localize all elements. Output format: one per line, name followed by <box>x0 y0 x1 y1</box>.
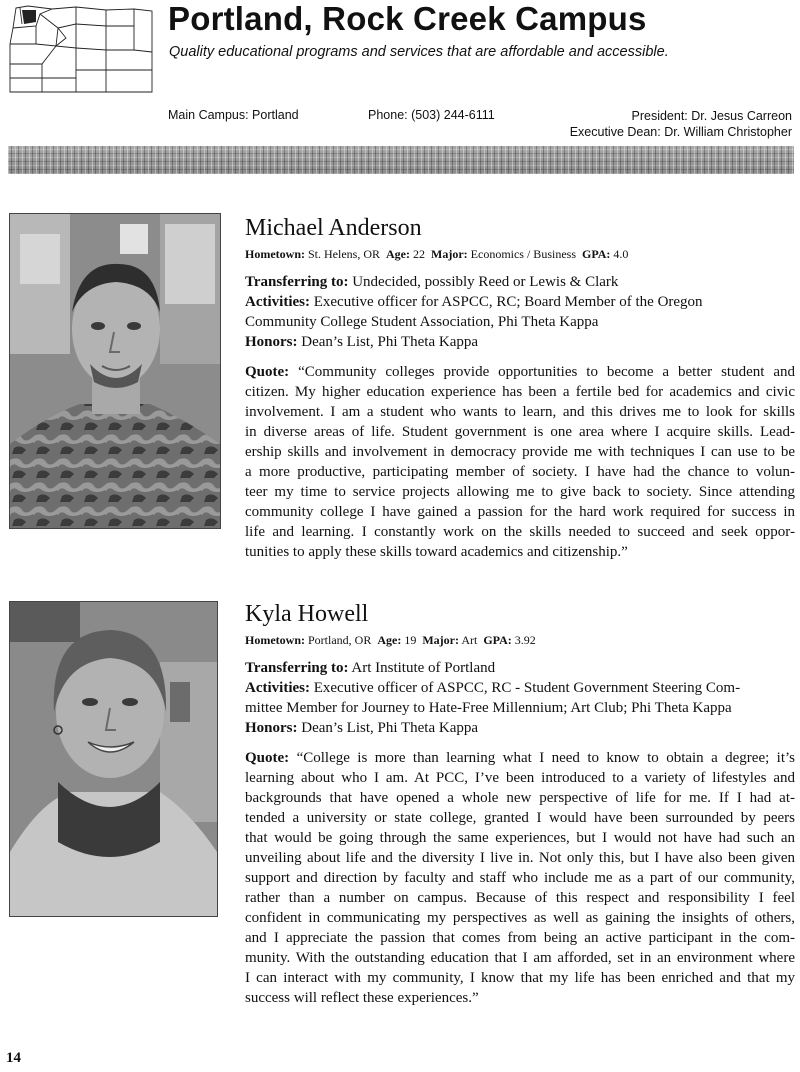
profile-kyla-howell <box>245 600 795 1018</box>
executive-dean: Executive Dean: Dr. William Christopher <box>569 125 792 139</box>
photo-kyla-howell <box>9 601 218 917</box>
student-name: Michael Anderson <box>245 215 422 241</box>
phone: Phone: (503) 244-6111 <box>368 108 495 122</box>
page-number: 14 <box>6 1050 21 1066</box>
oregon-county-map <box>6 4 156 96</box>
photo-michael-anderson <box>9 213 221 529</box>
highlighted-county <box>22 10 36 24</box>
student-meta: Hometown: Portland, OR Age: 19 Major: Art GPA: 3.92 <box>245 633 536 647</box>
profile-michael-anderson <box>245 214 795 572</box>
student-quote: Quote: “Community colleges provide opportunities to become a better student and citizen. My higher education experience has been a fertile bed for academics and civic involvement. I am a student who wants to learn, and this drives me to look for skills in diverse areas of life. Student government is one area where I acquire skills. Lead- ership skills and involvement in democracy provide me with techniques I can use to be a more productive, participating member of society. I have had the chance to volun- teer my time to service projects allowing me to give back to society. Since attending community college I have gained a passion for the hard work required for success in life and learning. I constantly work on the skills needed to succeed and seek oppor- tunities to apply these skills toward academics and citizenship.” <box>245 364 796 560</box>
leadership <box>570 108 792 140</box>
student-meta: Hometown: St. Helens, OR Age: 22 Major: Economics / Business GPA: 4.0 <box>245 247 629 261</box>
student-name: Kyla Howell <box>245 601 369 627</box>
decorative-banner <box>8 146 794 174</box>
student-quote: Quote: “College is more than learning what I need to know to obtain a degree; it’s learning about who I am. At PCC, I’ve been introduced to a variety of lifestyles and backgrounds that have opened a whole new perspective of life for me. If I had at- tended a university or state college, granted I would have been surrounded by peers that would be going through the same experiences, but I would not have had such an unveiling about life and the diversity I live in. Not only this, but I have also been given support and direction by faculty and staff who include me as a part of our community, rather than a number on campus. Because of this respect and responsibility I feel confident in communicating my perspectives as well as gaining the insights of others, and I appreciate the passion that comes from being an active participant in the com- munity. With the outstanding education that I am afforded, set in an environment where I can interact with my community, I know that my life has been enriched and that my success will reflect these experiences.” <box>245 750 796 1006</box>
page-subtitle: Quality educational programs and services that are affordable and accessible. <box>169 44 669 60</box>
page-title: Portland, Rock Creek Campus <box>168 0 647 37</box>
student-details: Transferring to: Art Institute of Portland Activities: Executive officer of ASPCC, RC - Student Government Steering Com- mittee Member for Journey to Hate-Free Millennium; Art Club; Phi Theta Kappa Honors: Dean’s List, Phi Theta Kappa <box>245 660 741 736</box>
president: President: Dr. Jesus Carreon <box>631 109 792 123</box>
student-details: Transferring to: Undecided, possibly Reed or Lewis & Clark Activities: Executive officer for ASPCC, RC; Board Member of the Oregon Community College Student Association, Phi Theta Kappa Honors: Dean’s List, Phi Theta Kappa <box>245 274 703 350</box>
main-campus: Main Campus: Portland <box>168 108 299 122</box>
